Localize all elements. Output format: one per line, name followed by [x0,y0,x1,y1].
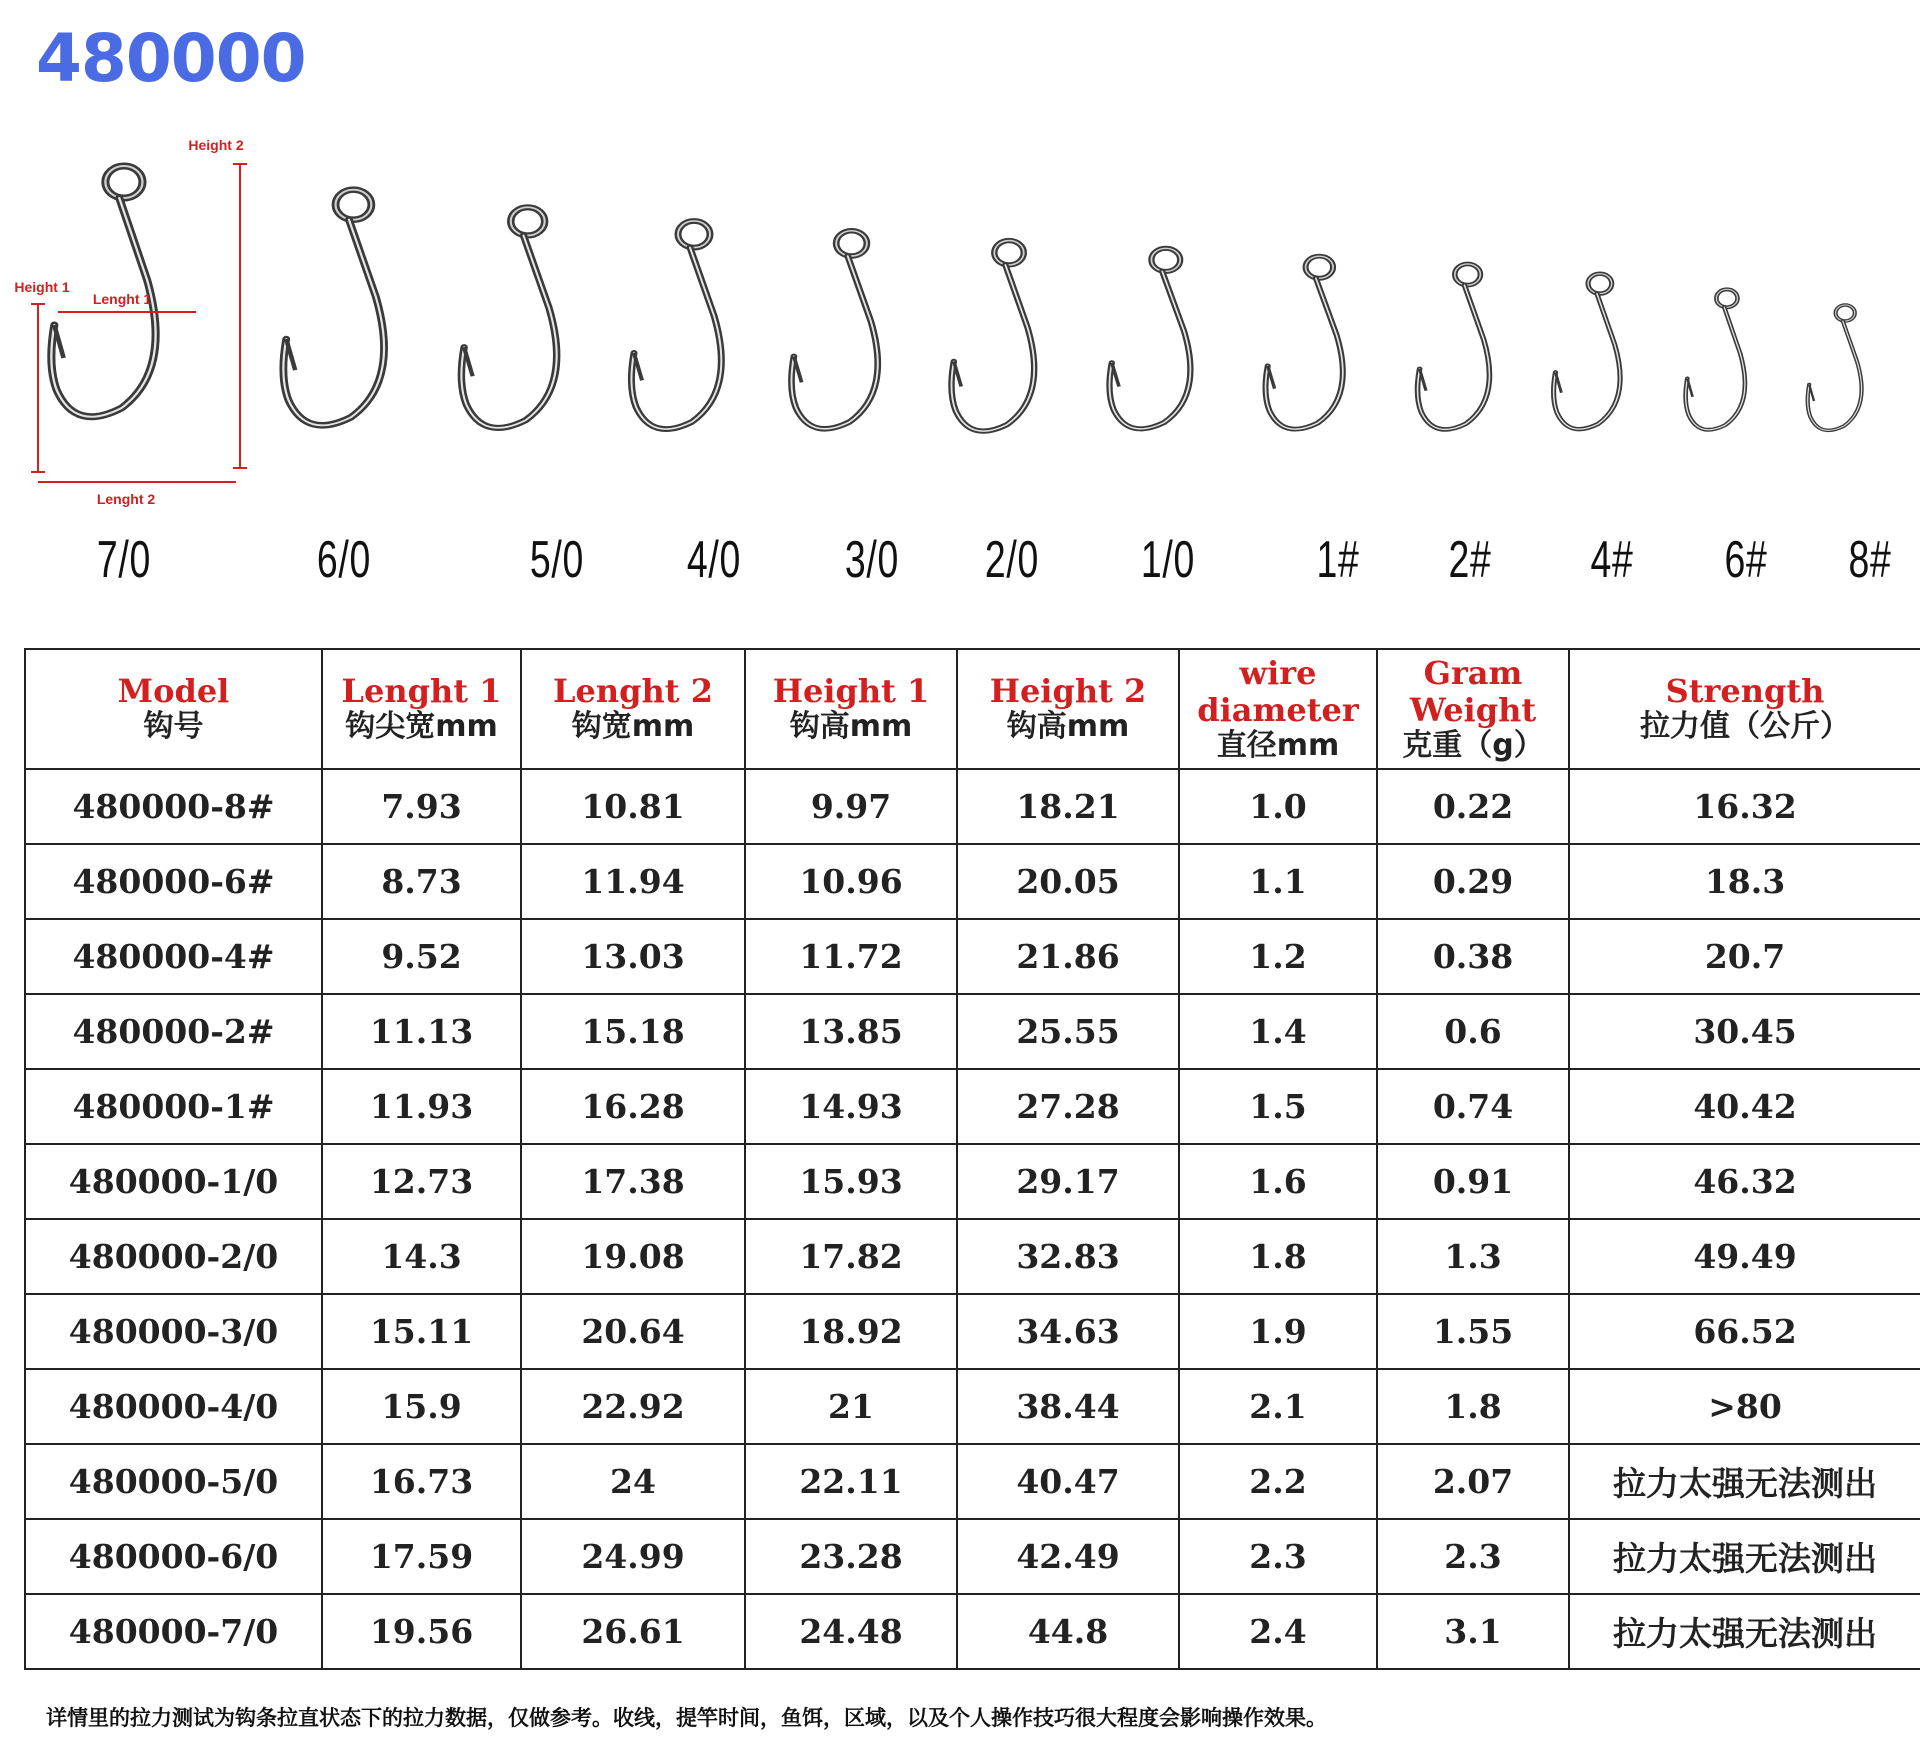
cell-gram-weight: 1.3 [1377,1219,1569,1294]
cell-height2: 34.63 [957,1294,1179,1369]
hook-3-0-icon [791,231,877,429]
cell-model: 480000-5/0 [25,1444,322,1519]
hook-4-icon [1554,274,1621,429]
header-strength: Strength 拉力值（公斤） [1569,649,1920,769]
cell-wire-diameter: 1.6 [1179,1144,1377,1219]
cell-strength: 拉力太强无法测出 [1569,1444,1920,1519]
table-row [25,844,1920,919]
table-row [25,1594,1920,1669]
table-row [25,1369,1920,1444]
cell-lenght2: 19.08 [521,1219,745,1294]
cell-lenght2: 20.64 [521,1294,745,1369]
size-label-6-0: 6/0 [316,531,372,589]
cell-height2: 20.05 [957,844,1179,919]
table-row [25,1144,1920,1219]
hook-2-icon [1418,264,1490,429]
cell-gram-weight: 2.07 [1377,1444,1569,1519]
cell-lenght1: 19.56 [322,1594,521,1669]
cell-model: 480000-4# [25,919,322,994]
cell-lenght2: 11.94 [521,844,745,919]
cell-lenght2: 10.81 [521,769,745,844]
size-label-8: 8# [1848,531,1892,589]
cell-height1: 23.28 [745,1519,957,1594]
cell-wire-diameter: 1.9 [1179,1294,1377,1369]
dimension-lines [31,164,247,482]
cell-lenght2: 26.61 [521,1594,745,1669]
cell-model: 480000-2/0 [25,1219,322,1294]
cell-model: 480000-4/0 [25,1369,322,1444]
cell-height2: 27.28 [957,1069,1179,1144]
cell-lenght2: 22.92 [521,1369,745,1444]
hook-1-0-icon [1109,248,1190,429]
hook-6-0-icon [283,190,384,426]
cell-wire-diameter: 1.8 [1179,1219,1377,1294]
cell-lenght2: 17.38 [521,1144,745,1219]
cell-wire-diameter: 1.0 [1179,769,1377,844]
cell-lenght1: 8.73 [322,844,521,919]
hook-5-0-icon [461,207,556,428]
cell-height1: 18.92 [745,1294,957,1369]
header-wire-diameter: wire diameter 直径mm [1179,649,1377,769]
cell-lenght1: 11.93 [322,1069,521,1144]
cell-strength: 49.49 [1569,1219,1920,1294]
cell-strength: 拉力太强无法测出 [1569,1519,1920,1594]
cell-lenght2: 24.99 [521,1519,745,1594]
cell-model: 480000-6# [25,844,322,919]
cell-gram-weight: 0.91 [1377,1144,1569,1219]
cell-wire-diameter: 2.1 [1179,1369,1377,1444]
table-row [25,1219,1920,1294]
header-gram-weight: Gram Weight 克重（g） [1377,649,1569,769]
lenght1-label: Lenght 1 [92,291,152,307]
cell-model: 480000-1/0 [25,1144,322,1219]
cell-strength: 拉力太强无法测出 [1569,1594,1920,1669]
cell-strength: >80 [1569,1369,1920,1444]
cell-height1: 10.96 [745,844,957,919]
cell-gram-weight: 0.29 [1377,844,1569,919]
cell-wire-diameter: 1.2 [1179,919,1377,994]
cell-strength: 46.32 [1569,1144,1920,1219]
hook-4-0-icon [631,221,721,429]
cell-lenght2: 13.03 [521,919,745,994]
header-height2: Height 2 钩高mm [957,649,1179,769]
cell-height1: 15.93 [745,1144,957,1219]
cell-height1: 17.82 [745,1219,957,1294]
cell-wire-diameter: 1.1 [1179,844,1377,919]
size-label-4-0: 4/0 [686,531,742,589]
cell-gram-weight: 0.6 [1377,994,1569,1069]
cell-gram-weight: 0.38 [1377,919,1569,994]
cell-lenght1: 11.13 [322,994,521,1069]
cell-model: 480000-7/0 [25,1594,322,1669]
hook-1-icon [1266,256,1343,429]
cell-model: 480000-1# [25,1069,322,1144]
cell-lenght1: 15.11 [322,1294,521,1369]
hook-size-diagram [0,120,1920,520]
cell-strength: 40.42 [1569,1069,1920,1144]
height1-label: Height 1 [14,279,70,295]
hook-8-icon [1808,305,1862,430]
cell-lenght1: 7.93 [322,769,521,844]
cell-wire-diameter: 2.2 [1179,1444,1377,1519]
cell-height2: 25.55 [957,994,1179,1069]
cell-height1: 13.85 [745,994,957,1069]
cell-lenght1: 12.73 [322,1144,521,1219]
table-row [25,919,1920,994]
header-height1: Height 1 钩高mm [745,649,957,769]
table-row [25,1519,1920,1594]
cell-wire-diameter: 1.4 [1179,994,1377,1069]
cell-lenght1: 14.3 [322,1219,521,1294]
cell-strength: 20.7 [1569,919,1920,994]
header-model: Model 钩号 [25,649,322,769]
cell-height1: 22.11 [745,1444,957,1519]
cell-strength: 18.3 [1569,844,1920,919]
cell-wire-diameter: 1.5 [1179,1069,1377,1144]
cell-model: 480000-6/0 [25,1519,322,1594]
size-label-3-0: 3/0 [844,531,900,589]
hook-6-icon [1686,289,1745,429]
cell-height1: 9.97 [745,769,957,844]
cell-height2: 21.86 [957,919,1179,994]
cell-height2: 40.47 [957,1444,1179,1519]
cell-strength: 30.45 [1569,994,1920,1069]
cell-gram-weight: 1.55 [1377,1294,1569,1369]
cell-wire-diameter: 2.3 [1179,1519,1377,1594]
cell-gram-weight: 3.1 [1377,1594,1569,1669]
lenght2-label: Lenght 2 [96,491,156,507]
cell-height1: 24.48 [745,1594,957,1669]
size-label-7-0: 7/0 [96,531,152,589]
table-header-row [25,649,1920,769]
cell-height2: 44.8 [957,1594,1179,1669]
cell-height1: 21 [745,1369,957,1444]
size-label-2-0: 2/0 [984,531,1040,589]
cell-gram-weight: 2.3 [1377,1519,1569,1594]
table-row [25,994,1920,1069]
height2-label: Height 2 [188,137,244,153]
header-lenght2: Lenght 2 钩宽mm [521,649,745,769]
cell-model: 480000-8# [25,769,322,844]
cell-wire-diameter: 2.4 [1179,1594,1377,1669]
cell-height2: 38.44 [957,1369,1179,1444]
size-label-1: 1# [1316,531,1360,589]
size-label-2: 2# [1448,531,1492,589]
cell-lenght2: 24 [521,1444,745,1519]
cell-height1: 14.93 [745,1069,957,1144]
header-lenght1: Lenght 1 钩尖宽mm [322,649,521,769]
size-label-5-0: 5/0 [529,531,585,589]
hook-2-0-icon [951,241,1034,432]
cell-height2: 18.21 [957,769,1179,844]
cell-lenght1: 9.52 [322,919,521,994]
cell-height2: 29.17 [957,1144,1179,1219]
cell-gram-weight: 0.74 [1377,1069,1569,1144]
table-row [25,769,1920,844]
cell-lenght1: 15.9 [322,1369,521,1444]
cell-strength: 16.32 [1569,769,1920,844]
cell-lenght2: 16.28 [521,1069,745,1144]
footnote: 详情里的拉力测试为钩条拉直状态下的拉力数据，仅做参考。收线，提竿时间，鱼饵，区域，以及个人操作技巧很大程度会影响操作效果。 [46,1706,1327,1730]
cell-height2: 42.49 [957,1519,1179,1594]
cell-model: 480000-3/0 [25,1294,322,1369]
cell-lenght1: 17.59 [322,1519,521,1594]
cell-gram-weight: 1.8 [1377,1369,1569,1444]
cell-lenght2: 15.18 [521,994,745,1069]
table-row [25,1444,1920,1519]
spec-table [24,648,1920,1670]
cell-lenght1: 16.73 [322,1444,521,1519]
size-label-6: 6# [1724,531,1768,589]
cell-strength: 66.52 [1569,1294,1920,1369]
table-row [25,1069,1920,1144]
cell-height2: 32.83 [957,1219,1179,1294]
cell-model: 480000-2# [25,994,322,1069]
size-label-4: 4# [1590,531,1634,589]
cell-gram-weight: 0.22 [1377,769,1569,844]
cell-height1: 11.72 [745,919,957,994]
page-title: 480000 [36,20,306,97]
size-label-1-0: 1/0 [1140,531,1196,589]
table-row [25,1294,1920,1369]
